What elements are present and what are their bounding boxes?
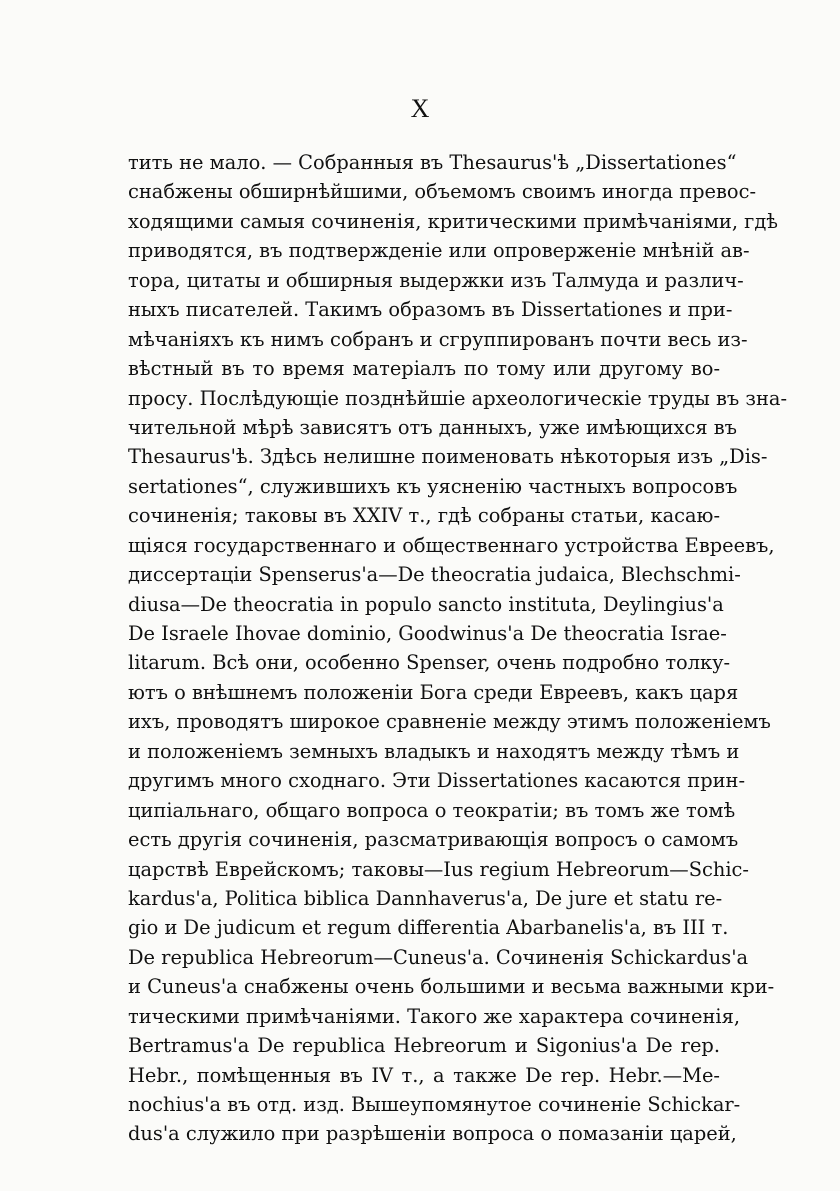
text-line: другимъ много сходнаго. Эти Dissertationes касаются прин- (128, 769, 746, 793)
text-line: просу. Послѣдующіе позднѣйшіе археологическіе труды въ зна- (128, 386, 788, 410)
text-line: ихъ, проводятъ широкое сравненіе между этимъ положеніемъ (128, 710, 771, 734)
text-line: тить не мало. — Собранныя въ Thesaurus'ѣ „Dissertationes“ (128, 151, 737, 174)
text-line: Bertramus'a De republica Hebreorum и Sigonius'a De rep. (128, 1034, 720, 1058)
text-line: тическими примѣчаніями. Такого же характера сочиненія, (128, 1004, 741, 1028)
text-line: litarum. Всѣ они, особенно Spenser, очень подробно толку- (128, 651, 731, 675)
text-line: De Israele Ihovae dominio, Goodwinus'a De theocratia Israe- (128, 622, 727, 645)
text-line: diusa—De theocratia in populo sancto instituta, Deylingius'a (128, 592, 724, 616)
text-line: вѣстный въ то время матеріалъ по тому или другому во- (128, 357, 720, 381)
text-line: dus'a служило при разрѣшеніи вопроса о помазаніи царей, (128, 1122, 737, 1146)
text-line: Hebr., помѣщенныя въ IV т., а также De rep. Hebr.—Me- (128, 1063, 720, 1087)
text-line: снабжены обширнѣйшими, объемомъ своимъ иногда превос- (128, 180, 757, 204)
body-text (128, 148, 788, 1149)
text-line: есть другія сочиненія, разсматривающія вопросъ о самомъ (128, 828, 739, 852)
text-line: De republica Hebreorum—Cuneus'a. Сочиненія Schickardus'a (128, 945, 749, 969)
text-line: приводятся, въ подтвержденіе или опроверженіе мнѣній ав- (128, 239, 750, 263)
text-line: царствѣ Еврейскомъ; таковы—Ius regium Hebreorum—Schic- (128, 857, 749, 881)
page-number: X (410, 94, 430, 123)
text-line: мѣчаніяхъ къ нимъ собранъ и сгруппированъ почти весь из- (128, 327, 748, 351)
text-line: и Cuneus'a снабжены очень большими и весьма важными кри- (128, 975, 775, 999)
text-line: gio и De judicum et regum differentia Abarbanelis'a, въ III т. (128, 916, 729, 940)
text-line: сочиненія; таковы въ XXIV т., гдѣ собраны статьи, касаю- (128, 504, 720, 528)
text-line: Thesaurus'ѣ. Здѣсь нелишне поименовать нѣкоторыя изъ „Dis- (128, 445, 768, 469)
text-line: sertationes“, служившихъ къ уясненію частныхъ вопросовъ (128, 474, 738, 498)
text-line: и положеніемъ земныхъ владыкъ и находятъ между тѣмъ и (128, 739, 740, 763)
text-line: ютъ о внѣшнемъ положеніи Бога среди Евреевъ, какъ царя (128, 680, 739, 704)
text-line: kardus'a, Politica biblica Dannhaverus'a, De jure et statu re- (128, 886, 723, 910)
text-line: nochius'a въ отд. изд. Вышеупомянутое сочиненіе Schickar- (128, 1093, 741, 1116)
text-line: тора, цитаты и обширныя выдержки изъ Талмуда и различ- (128, 268, 744, 292)
text-line: щіяся государственнаго и общественнаго устройства Евреевъ, (128, 533, 775, 557)
text-line: ходящими самыя сочиненія, критическими примѣчаніями, гдѣ (128, 209, 778, 233)
text-line: ныхъ писателей. Такимъ образомъ въ Dissertationes и при- (128, 298, 733, 322)
text-line: чительной мѣрѣ зависятъ отъ данныхъ, уже имѣющихся въ (128, 415, 737, 439)
text-line: диссертаціи Spenserus'a—De theocratia judaica, Blechschmi- (128, 563, 741, 587)
text-line: ципіальнаго, общаго вопроса о теократіи; въ томъ же томѣ (128, 798, 736, 822)
